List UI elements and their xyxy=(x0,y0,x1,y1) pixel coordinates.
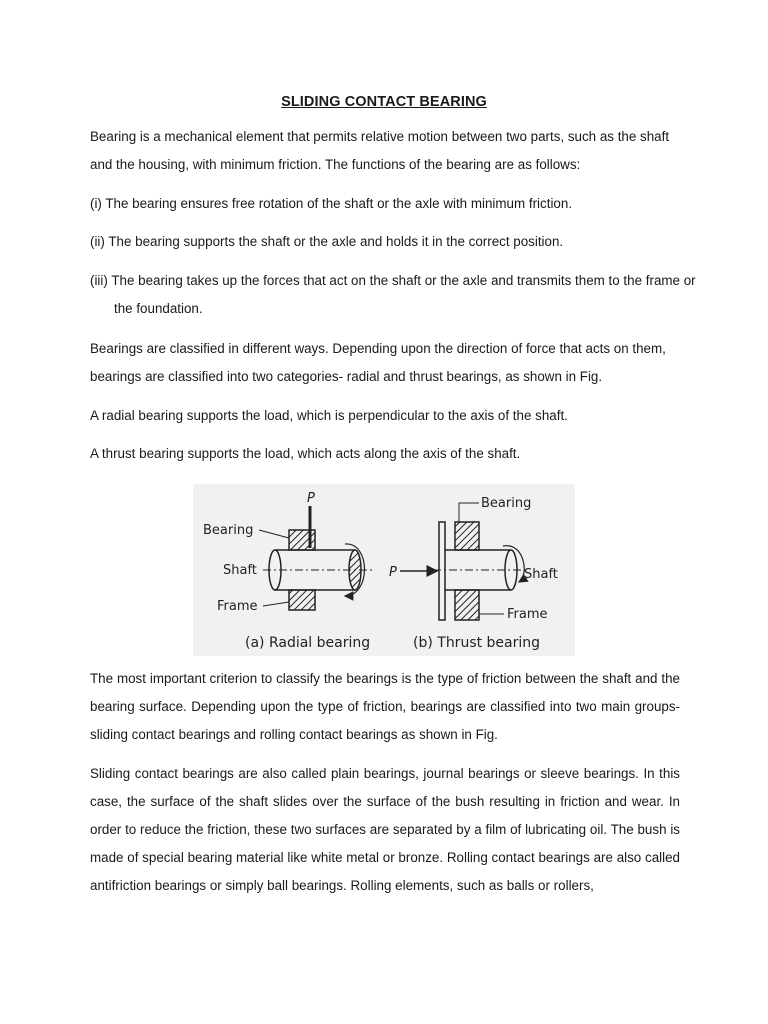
radial-frame-label: Frame xyxy=(217,599,258,614)
radial-bearing-diagram xyxy=(203,491,373,651)
page-title: SLIDING CONTACT BEARING xyxy=(281,94,487,110)
radial-bearing-leader xyxy=(259,530,289,538)
thrust-caption: (b) Thrust bearing xyxy=(413,635,541,651)
thrust-load-label: P xyxy=(389,565,397,580)
paragraph-radial: A radial bearing supports the load, which is perpendicular to the axis of the shaft. xyxy=(90,408,568,423)
paragraph-friction-criterion: The most important criterion to classify the bearings is the type of friction between the shaft and the bearing surface. Depending upon the type of friction, bearings are classified into two main groups-sliding contact bearings and rolling contact bearings as shown in Fig. xyxy=(90,671,680,742)
thrust-collar xyxy=(439,522,445,620)
radial-shaft-label: Shaft xyxy=(223,563,257,578)
radial-caption: (a) Radial bearing xyxy=(245,635,371,651)
thrust-bearing-diagram xyxy=(389,496,558,651)
paragraph-intro: Bearing is a mechanical element that permits relative motion between two parts, such as the shaft and the housing, with minimum friction. The functions of the bearing are as follows: xyxy=(90,129,670,172)
bearing-figure xyxy=(193,484,575,656)
thrust-bearing-leader xyxy=(459,503,479,522)
paragraph-thrust: A thrust bearing supports the load, which acts along the axis of the shaft. xyxy=(90,446,521,461)
radial-bearing-block-bottom xyxy=(289,590,315,610)
thrust-shaft-label: Shaft xyxy=(524,567,558,582)
function-item-2: (ii) The bearing supports the shaft or the axle and holds it in the correct position. xyxy=(90,234,564,249)
radial-frame-leader xyxy=(263,602,289,606)
function-item-1: (i) The bearing ensures free rotation of the shaft or the axle with minimum friction. xyxy=(90,196,573,211)
radial-bearing-label: Bearing xyxy=(203,523,254,538)
paragraph-sliding-contact: Sliding contact bearings are also called plain bearings, journal bearings or sleeve bearings. In this case, the surface of the shaft slides over the surface of the bush resulting in friction and wear. In order to reduce the friction, these two surfaces are separated by a film of lubricating oil. The bush is made of special bearing material like white metal or bronze. Rolling contact bearings are also called antifriction bearings or simply ball bearings. Rolling elements, such as balls or rollers, xyxy=(90,766,680,893)
thrust-frame-label: Frame xyxy=(507,607,548,622)
function-item-3: (iii) The bearing takes up the forces that act on the shaft or the axle and transmits them to the frame or the foundation. xyxy=(90,273,696,316)
thrust-bearing-block-bottom xyxy=(455,590,479,620)
thrust-bearing-block-top xyxy=(455,522,479,550)
paragraph-classification: Bearings are classified in different ways. Depending upon the direction of force that acts on them, bearings are classified into two categories- radial and thrust bearings, as shown in Fig. xyxy=(90,341,666,384)
thrust-bearing-label: Bearing xyxy=(481,496,532,511)
radial-load-label: P xyxy=(307,491,315,506)
bearing-diagram xyxy=(193,484,575,656)
